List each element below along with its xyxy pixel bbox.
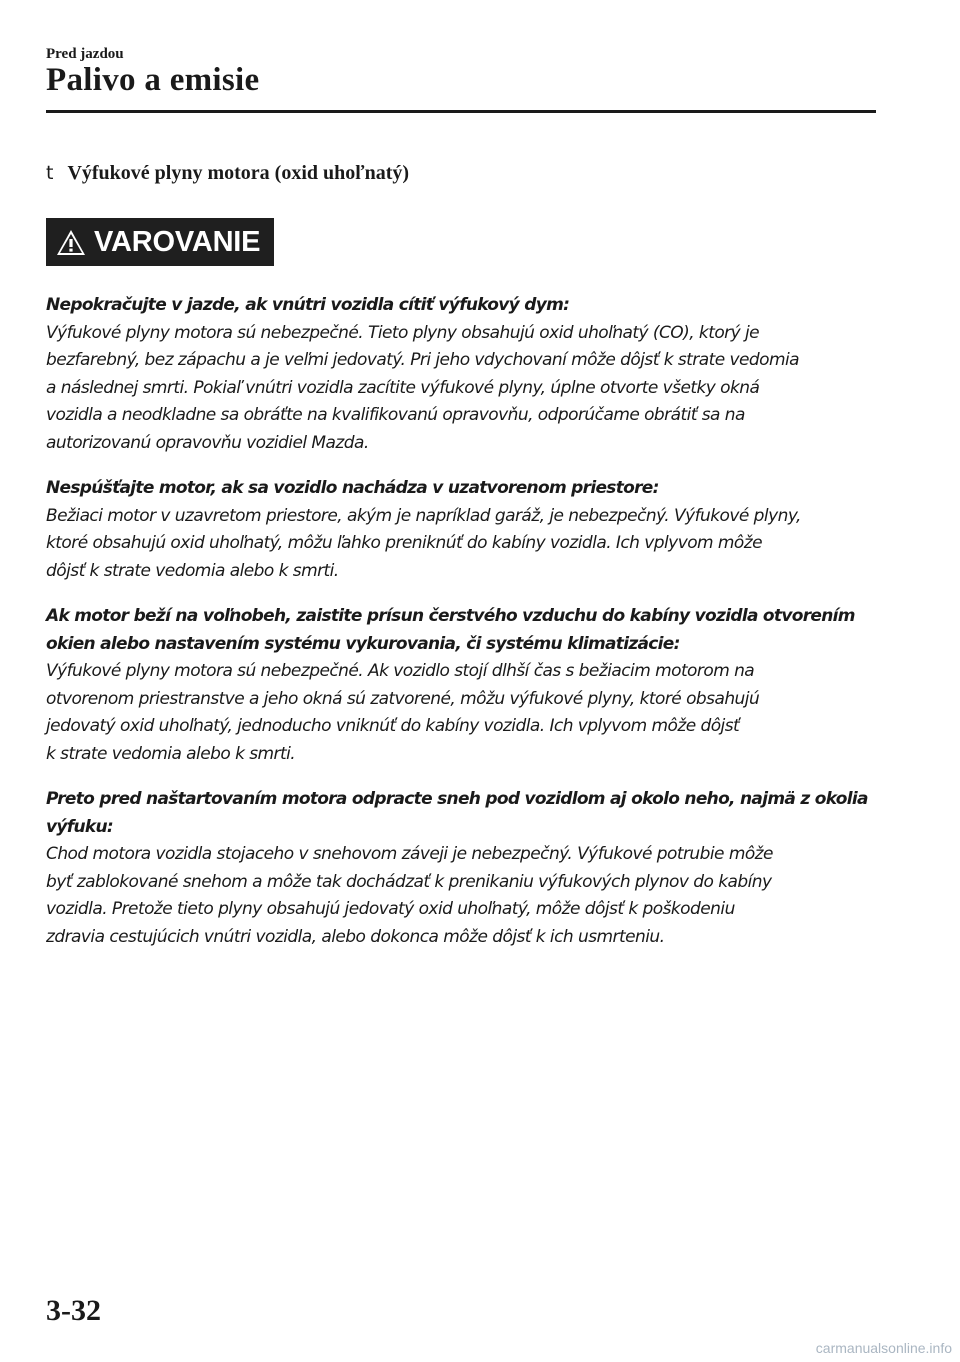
subsection-title: Výfukové plyny motora (oxid uhoľnatý)	[67, 162, 410, 184]
block-body-line: zdravia cestujúcich vnútri vozidla, alebo dokonca môže dôjsť k ich usmrteniu.	[46, 926, 665, 947]
warning-banner	[46, 218, 274, 266]
block-body-line: a následnej smrti. Pokiaľ vnútri vozidla zacítite výfukové plyny, úplne otvorte všetky okná	[46, 377, 760, 398]
warning-block-4	[46, 786, 886, 951]
watermark: carmanualsonline.info	[815, 1340, 952, 1356]
block-body-line: otvorenom priestranstve a jeho okná sú zatvorené, môžu výfukové plyny, ktoré obsahujú	[46, 688, 760, 709]
block-body-line: bezfarebný, bez zápachu a je veľmi jedovatý. Pri jeho vdychovaní môže dôjsť k strate vedomia	[46, 350, 800, 370]
block-body-line: byť zablokované snehom a môže tak dochádzať k prenikaniu výfukových plynov do kabíny	[46, 871, 772, 892]
warning-block-3	[46, 603, 886, 768]
page-title: Palivo a emisie	[46, 62, 260, 98]
block-body-line: vozidla a neodkladne sa obráťte na kvalifikovanú opravovňu, odporúčame obrátiť sa na	[46, 405, 745, 425]
warning-block-2	[46, 475, 886, 585]
warning-label: VAROVANIE	[94, 225, 261, 258]
section-label: Pred jazdou	[46, 46, 124, 62]
block-heading-line: výfuku:	[46, 816, 113, 837]
block-heading-line: Ak motor beží na voľnobeh, zaistite prísun čerstvého vzduchu do kabíny vozidla otvorením	[46, 606, 855, 626]
block-body-line: jedovatý oxid uhoľnatý, jednoducho vniknúť do kabíny vozidla. Ich vplyvom môže dôjsť	[46, 716, 740, 736]
block-heading-line: Nespúšťajte motor, ak sa vozidlo nachádza v uzatvorenom priestore:	[46, 478, 659, 498]
block-body-line: Výfukové plyny motora sú nebezpečné. Tieto plyny obsahujú oxid uhoľnatý (CO), ktorý je	[46, 322, 760, 343]
block-heading-line: Preto pred naštartovaním motora odpracte sneh pod vozidlom aj okolo neho, najmä z okolia	[46, 789, 868, 809]
block-heading-line: okien alebo nastavením systému vykurovania, či systému klimatizácie:	[46, 633, 680, 654]
header-divider	[46, 110, 876, 113]
block-body-line: Chod motora vozidla stojaceho v snehovom záveji je nebezpečný. Výfukové potrubie môže	[46, 844, 773, 864]
bullet-icon: t	[46, 162, 54, 184]
block-body-line: vozidla. Pretože tieto plyny obsahujú jedovatý oxid uhoľnatý, môže dôjsť k poškodeniu	[46, 899, 735, 919]
subsection-heading	[46, 162, 409, 185]
block-heading-line: Nepokračujte v jazde, ak vnútri vozidla cítiť výfukový dym:	[46, 295, 570, 315]
warning-content	[46, 292, 886, 951]
block-body-line: Bežiaci motor v uzavretom priestore, akým je napríklad garáž, je nebezpečný. Výfukové plyny,	[46, 505, 801, 526]
block-body-line: dôjsť k strate vedomia alebo k smrti.	[46, 560, 339, 581]
page-number: 3-32	[46, 1294, 101, 1327]
block-body-line: k strate vedomia alebo k smrti.	[46, 743, 296, 764]
block-body-line: autorizovanú opravovňu vozidiel Mazda.	[46, 432, 369, 453]
block-body-line: Výfukové plyny motora sú nebezpečné. Ak vozidlo stojí dlhší čas s bežiacim motorom na	[46, 661, 755, 681]
block-body-line: ktoré obsahujú oxid uhoľnatý, môžu ľahko preniknúť do kabíny vozidla. Ich vplyvom môže	[46, 533, 763, 553]
warning-triangle-icon	[56, 229, 86, 256]
warning-block-1	[46, 292, 886, 457]
